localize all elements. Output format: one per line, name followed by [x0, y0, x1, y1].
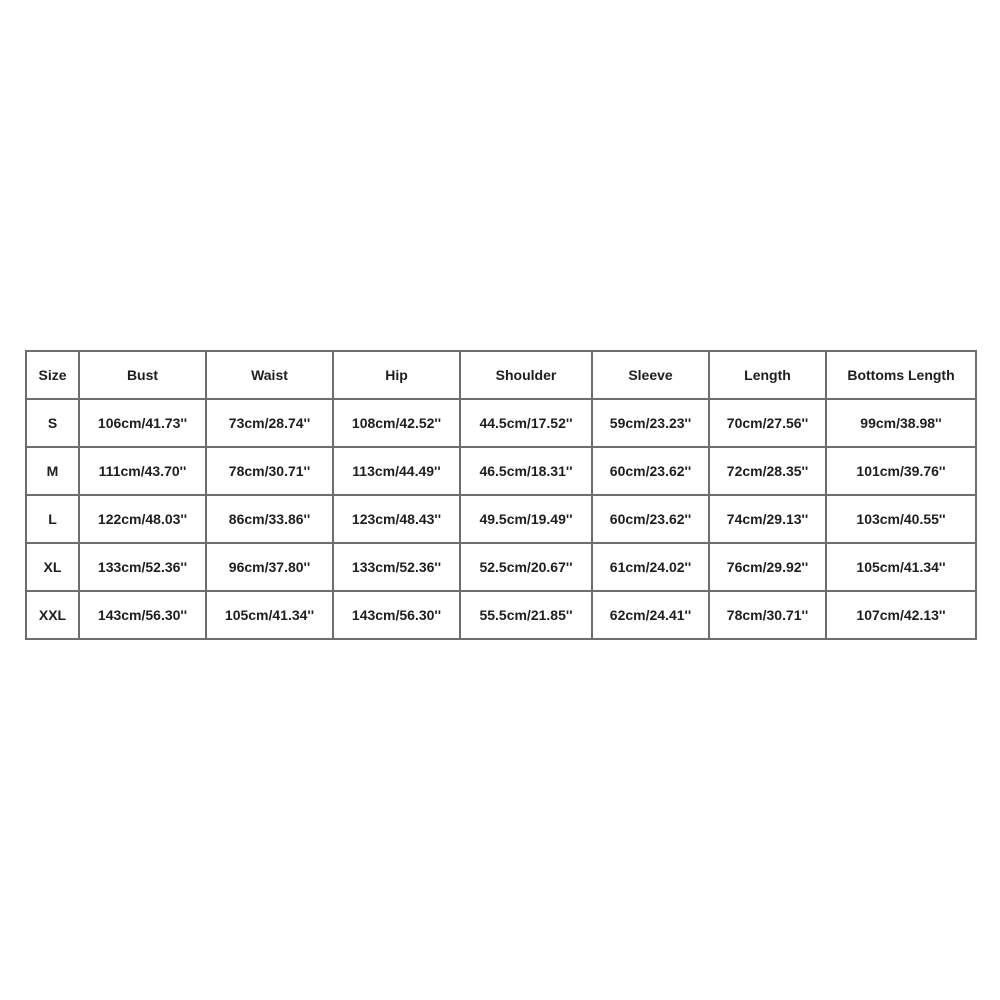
header-shoulder: Shoulder	[460, 351, 592, 399]
header-hip: Hip	[333, 351, 460, 399]
bottoms-length-cell: 103cm/40.55''	[826, 495, 976, 543]
hip-cell: 108cm/42.52''	[333, 399, 460, 447]
size-cell: L	[26, 495, 79, 543]
length-cell: 76cm/29.92''	[709, 543, 826, 591]
table-row	[26, 399, 976, 447]
hip-cell: 113cm/44.49''	[333, 447, 460, 495]
shoulder-cell: 44.5cm/17.52''	[460, 399, 592, 447]
table-row	[26, 495, 976, 543]
header-sleeve: Sleeve	[592, 351, 709, 399]
sleeve-cell: 60cm/23.62''	[592, 495, 709, 543]
waist-cell: 78cm/30.71''	[206, 447, 333, 495]
hip-cell: 133cm/52.36''	[333, 543, 460, 591]
header-bust: Bust	[79, 351, 206, 399]
size-chart-table	[25, 350, 977, 640]
shoulder-cell: 52.5cm/20.67''	[460, 543, 592, 591]
table-row	[26, 447, 976, 495]
bust-cell: 122cm/48.03''	[79, 495, 206, 543]
size-cell: XXL	[26, 591, 79, 639]
header-waist: Waist	[206, 351, 333, 399]
header-bottoms-length: Bottoms Length	[826, 351, 976, 399]
bottoms-length-cell: 101cm/39.76''	[826, 447, 976, 495]
size-cell: M	[26, 447, 79, 495]
bust-cell: 133cm/52.36''	[79, 543, 206, 591]
shoulder-cell: 55.5cm/21.85''	[460, 591, 592, 639]
hip-cell: 123cm/48.43''	[333, 495, 460, 543]
sleeve-cell: 62cm/24.41''	[592, 591, 709, 639]
bottoms-length-cell: 107cm/42.13''	[826, 591, 976, 639]
header-size: Size	[26, 351, 79, 399]
shoulder-cell: 49.5cm/19.49''	[460, 495, 592, 543]
header-row	[26, 351, 976, 399]
waist-cell: 86cm/33.86''	[206, 495, 333, 543]
header-length: Length	[709, 351, 826, 399]
hip-cell: 143cm/56.30''	[333, 591, 460, 639]
bottoms-length-cell: 99cm/38.98''	[826, 399, 976, 447]
waist-cell: 96cm/37.80''	[206, 543, 333, 591]
bust-cell: 111cm/43.70''	[79, 447, 206, 495]
sleeve-cell: 60cm/23.62''	[592, 447, 709, 495]
length-cell: 72cm/28.35''	[709, 447, 826, 495]
bust-cell: 106cm/41.73''	[79, 399, 206, 447]
bottoms-length-cell: 105cm/41.34''	[826, 543, 976, 591]
length-cell: 78cm/30.71''	[709, 591, 826, 639]
table-row	[26, 543, 976, 591]
length-cell: 70cm/27.56''	[709, 399, 826, 447]
waist-cell: 105cm/41.34''	[206, 591, 333, 639]
sleeve-cell: 61cm/24.02''	[592, 543, 709, 591]
table-row	[26, 591, 976, 639]
bust-cell: 143cm/56.30''	[79, 591, 206, 639]
size-cell: S	[26, 399, 79, 447]
length-cell: 74cm/29.13''	[709, 495, 826, 543]
sleeve-cell: 59cm/23.23''	[592, 399, 709, 447]
waist-cell: 73cm/28.74''	[206, 399, 333, 447]
size-cell: XL	[26, 543, 79, 591]
shoulder-cell: 46.5cm/18.31''	[460, 447, 592, 495]
